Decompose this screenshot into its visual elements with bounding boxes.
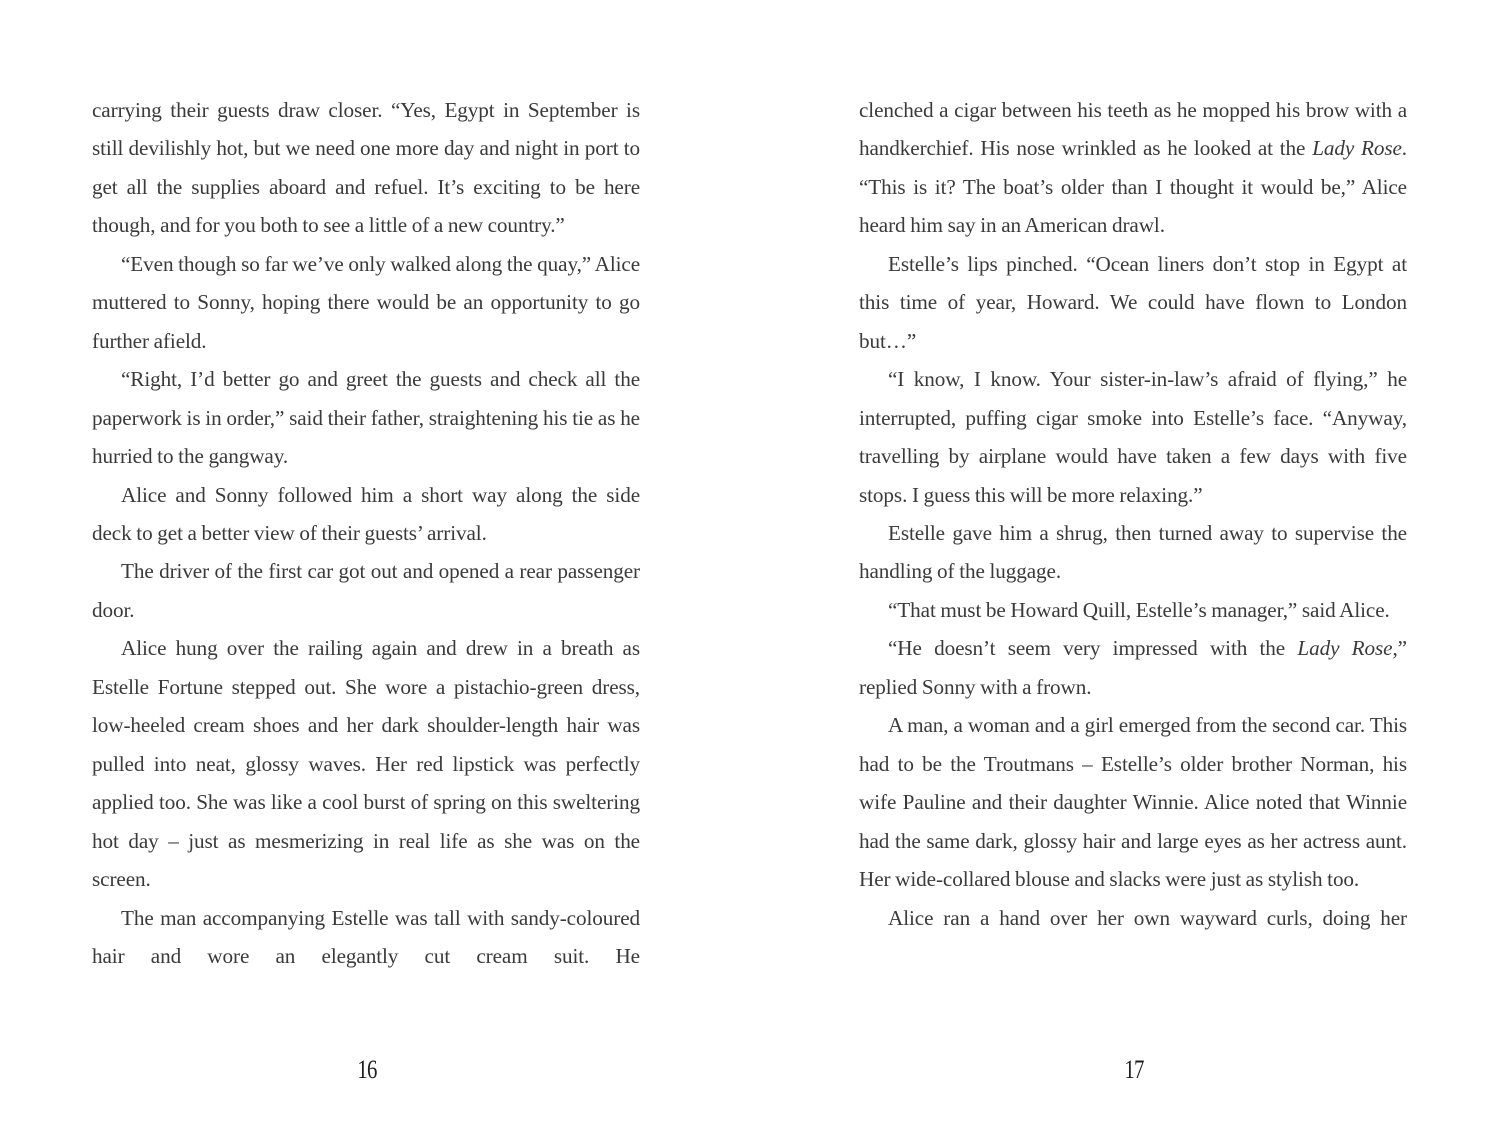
paragraph: Estelle’s lips pinched. “Ocean liners don’t stop in Egypt at this time of year, Howard. We could have flown to London but…”	[859, 251, 1407, 353]
paragraph: Alice ran a hand over her own wayward curls, doing her	[888, 905, 1407, 930]
paragraph: Alice and Sonny followed him a short way along the side deck to get a better view of their guests’ arrival.	[92, 482, 640, 545]
left-page-text	[92, 91, 640, 975]
ship-name-italic: Lady Rose	[1312, 136, 1402, 161]
paragraph: “Right, I’d better go and greet the guests and check all the paperwork is in order,” said their father, straightening his tie as he hurried to the gangway.	[92, 367, 640, 469]
paragraph-text: clenched a cigar between his teeth as he mopped his brow with a handkerchief. His nose wrinkled as he looked at the	[859, 98, 1407, 161]
right-page-text	[859, 91, 1407, 937]
paragraph	[859, 629, 1407, 706]
paragraph: The driver of the first car got out and opened a rear passenger door.	[92, 559, 640, 622]
page-number-right: 17	[1124, 1055, 1144, 1084]
paragraph: A man, a woman and a girl emerged from the second car. This had to be the Troutmans – Estelle’s older brother Norman, his wife Pauline and their daughter Winnie. Alice noted that Winnie had the same dark, glossy hair and large eyes as her actress aunt. Her wide-collared blouse and slacks were just as stylish too.	[859, 713, 1407, 892]
paragraph: Estelle gave him a shrug, then turned away to supervise the handling of the luggage.	[859, 520, 1407, 584]
paragraph-text: ,” replied Sonny with a frown.	[859, 636, 1407, 699]
paragraph	[859, 91, 1407, 245]
paragraph-text: . “This is it? The boat’s older than I thought it would be,” Alice heard him say in an American drawl.	[859, 136, 1407, 238]
paragraph: “Even though so far we’ve only walked along the quay,” Alice muttered to Sonny, hoping there would be an opportunity to go further afield.	[92, 251, 640, 353]
ship-name-italic: Lady Rose	[1297, 636, 1393, 661]
paragraph: “That must be Howard Quill, Estelle’s manager,” said Alice.	[888, 597, 1390, 622]
paragraph: The man accompanying Estelle was tall with sandy-coloured hair and wore an elegantly cut cream suit. He	[92, 905, 640, 968]
paragraph: carrying their guests draw closer. “Yes, Egypt in September is still devilishly hot, but we need one more day and night in port to get all the supplies aboard and refuel. It’s exciting to be here though, and for you both to see a little of a new country.”	[92, 98, 640, 238]
paragraph: Alice hung over the railing again and drew in a breath as Estelle Fortune stepped out. She wore a pistachio-green dress, low-heeled cream shoes and her dark shoulder-length hair was pulled into neat, glossy waves. Her red lipstick was perfectly applied too. She was like a cool burst of spring on this sweltering hot day – just as mesmerizing in real life as she was on the screen.	[92, 636, 640, 892]
paragraph: “I know, I know. Your sister-in-law’s afraid of flying,” he interrupted, puffing cigar smoke into Estelle’s face. “Anyway, travelling by airplane would have taken a few days with five stops. I guess this will be more relaxing.”	[859, 367, 1407, 507]
paragraph-text: “He doesn’t seem very impressed with the	[888, 636, 1298, 661]
page-number-left: 16	[357, 1055, 377, 1084]
